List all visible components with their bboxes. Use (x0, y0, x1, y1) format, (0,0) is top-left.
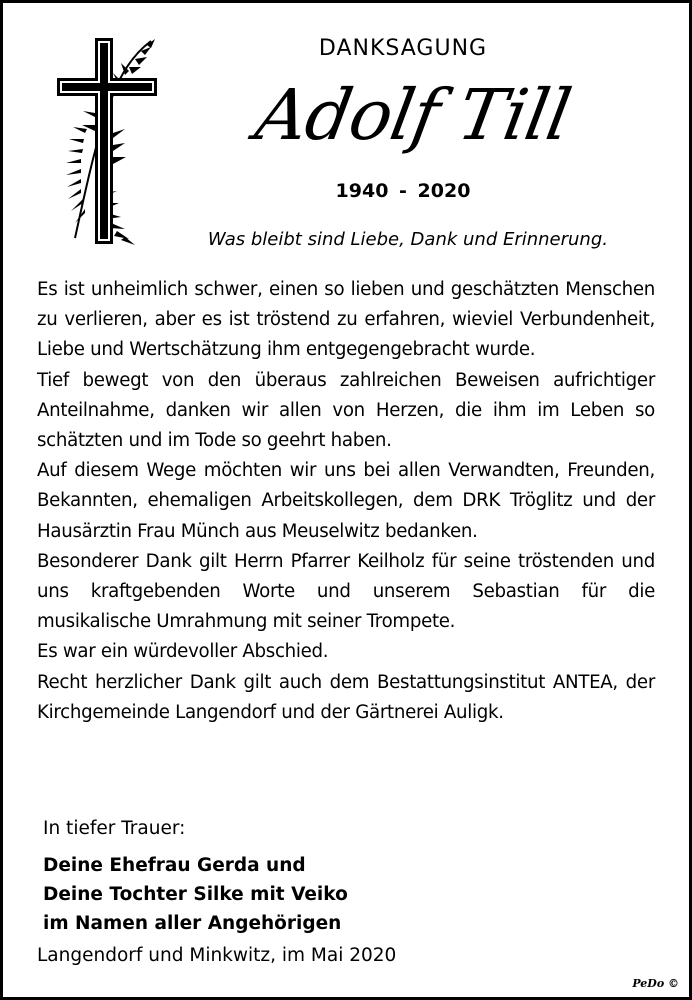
maker-mark: PeDo © (632, 977, 679, 990)
signer-line: Deine Tochter Silke mit Veiko (43, 884, 348, 905)
place-and-date: Langendorf und Minkwitz, im Mai 2020 (37, 945, 397, 966)
body-paragraph: Tief bewegt von den überaus zahlreichen Beweisen aufrichtiger Anteilnahme, danken wir allen von Herzen, die ihm im Leben so schätzten und im Tode so geehrt haben. (37, 369, 655, 452)
life-years: 1940 - 2020 (335, 180, 471, 202)
cross-with-palm-branch-icon (55, 33, 165, 248)
body-paragraph: Es war ein würdevoller Abschied. (37, 641, 329, 663)
grief-line: In tiefer Trauer: (43, 818, 186, 839)
body-paragraph: Recht herzlicher Dank gilt auch dem Bestattungsinstitut ANTEA, der Kirchgemeinde Langendorf und der Gärtnerei Auligk. (37, 671, 655, 723)
body-paragraph: Besonderer Dank gilt Herrn Pfarrer Keilholz für seine tröstenden und uns kraftgebenden Worte und unserem Sebastian für die musikalische Umrahmung mit seiner Trompete. (37, 550, 655, 633)
signers-block (43, 851, 348, 938)
notice-heading: DANKSAGUNG (318, 36, 488, 61)
body-paragraph: Es ist unheimlich schwer, einen so lieben und geschätzten Menschen zu verlieren, aber es ist tröstend zu erfahren, wieviel Verbundenheit, Liebe und Wertschätzung ihm entgegengebracht wurde. (37, 279, 655, 361)
signer-line: Deine Ehefrau Gerda und (43, 855, 306, 876)
body-paragraph: Auf diesem Wege möchten wir uns bei allen Verwandten, Freunden, Bekannten, ehemaligen Arbeitskollegen, dem DRK Tröglitz und der Hausärztin Frau Münch aus Meuselwitz bedanken. (37, 460, 655, 542)
deceased-name: Adolf Till (249, 74, 577, 156)
notice-body (37, 275, 655, 728)
motto-line: Was bleibt sind Liebe, Dank und Erinnerung. (207, 229, 608, 250)
signer-line: im Namen aller Angehörigen (43, 913, 342, 934)
